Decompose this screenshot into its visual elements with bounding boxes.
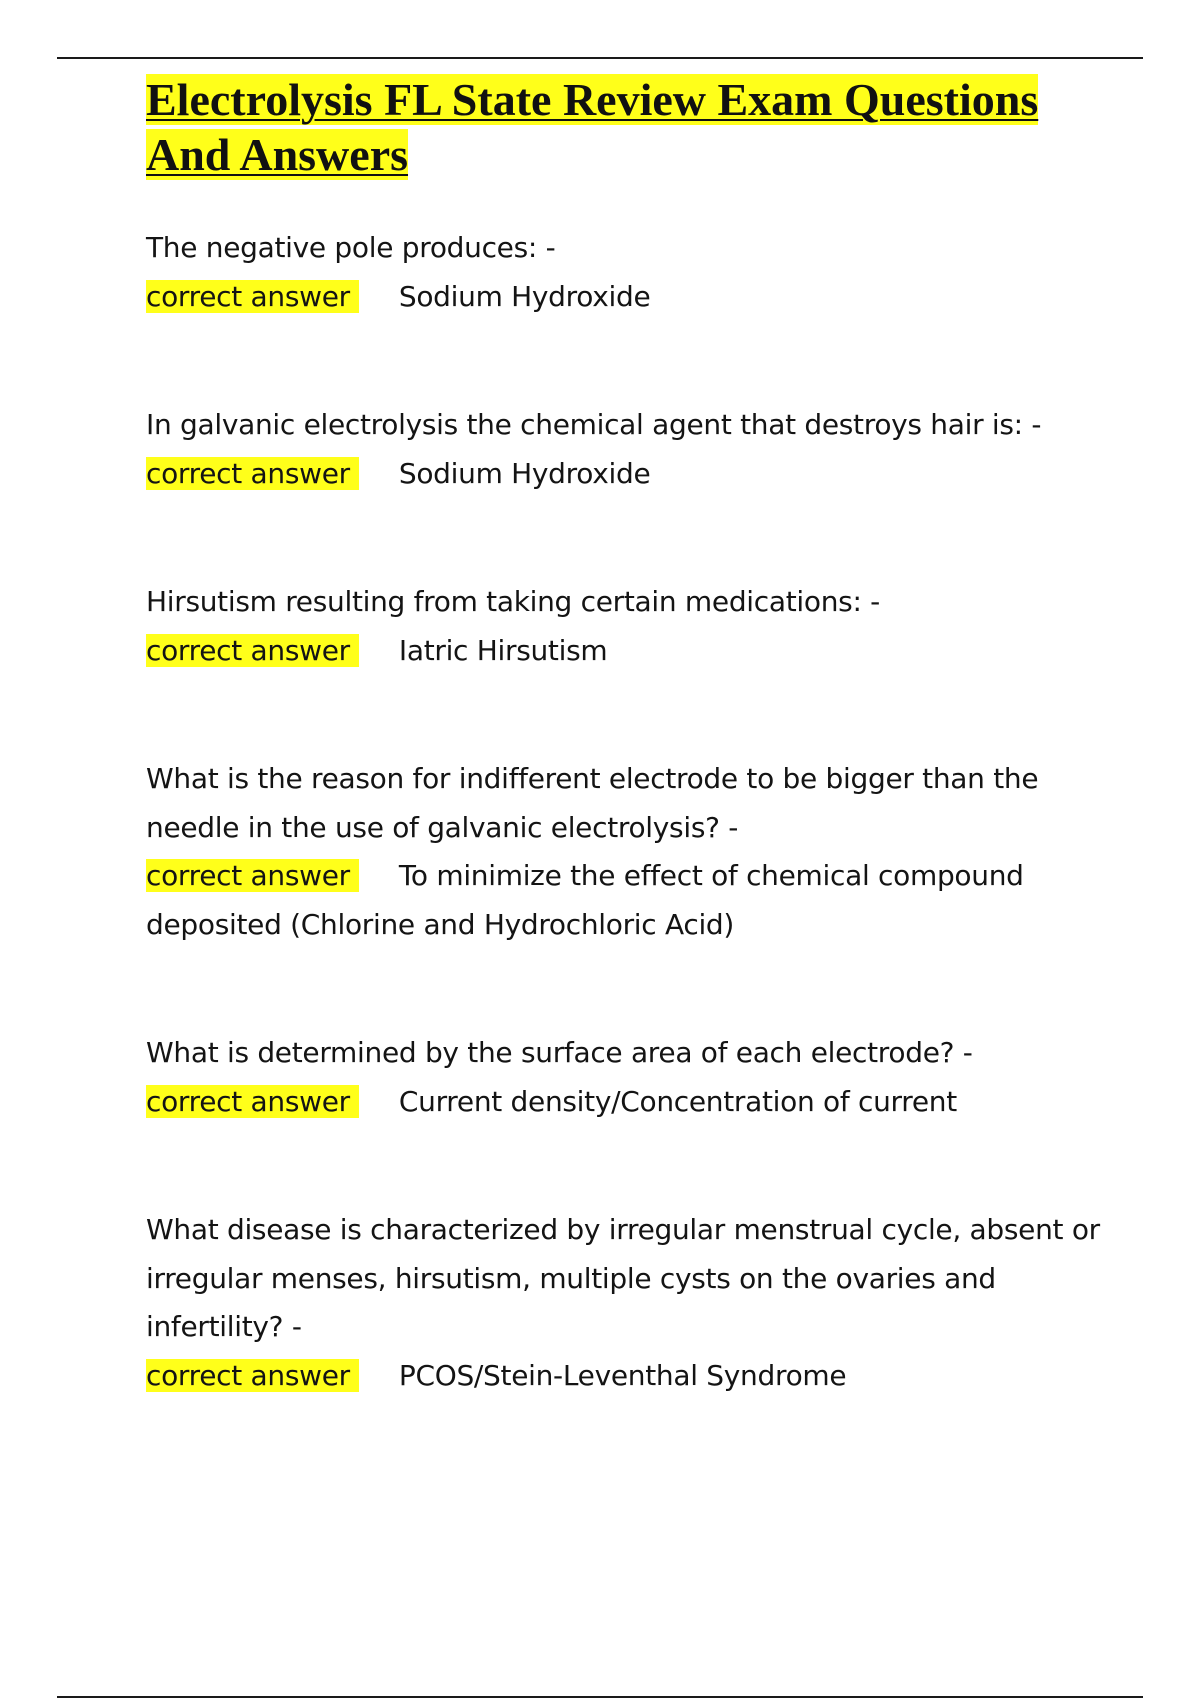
answer-text: Sodium Hydroxide [398,279,651,313]
title-text: Electrolysis FL State Review Exam Questions And Answers [146,74,1039,180]
answer-text: Sodium Hydroxide [398,456,651,490]
answer-line [146,273,1106,322]
bottom-rule [57,1696,1143,1698]
answer-text: Current density/Concentration of current [398,1084,957,1118]
answer-line [146,1078,1106,1127]
question-text: What is determined by the surface area of each electrode? - [146,1036,973,1069]
answer-text: PCOS/Stein-Leventhal Syndrome [398,1358,847,1392]
correct-answer-label: correct answer [146,634,359,667]
question-text: What disease is characterized by irregular menstrual cycle, absent or irregular menses, hirsutism, multiple cysts on the ovaries and infertility? - [146,1213,1100,1343]
correct-answer-label: correct answer [146,280,359,313]
qa-item [146,1206,1106,1400]
qa-item [146,755,1106,949]
qa-item [146,578,1106,675]
correct-answer-label: correct answer [146,457,359,490]
answer-line [146,450,1106,499]
question-text: The negative pole produces: - [146,231,556,264]
answer-line [146,852,1106,949]
answer-text: Iatric Hirsutism [398,633,608,667]
correct-answer-label: correct answer [146,1085,359,1118]
top-rule [57,57,1143,59]
qa-item [146,1029,1106,1126]
question-text: Hirsutism resulting from taking certain medications: - [146,585,880,618]
answer-line [146,1352,1106,1401]
answer-text: To minimize the effect of chemical compound deposited (Chlorine and Hydrochloric Acid) [146,859,1024,941]
qa-item [146,401,1106,498]
answer-line [146,627,1106,676]
question-text: What is the reason for indifferent electrode to be bigger than the needle in the use of galvanic electrolysis? - [146,762,1039,844]
correct-answer-label: correct answer [146,859,359,892]
document-body [146,72,1106,1400]
document-title [146,72,1106,182]
correct-answer-label: correct answer [146,1359,359,1392]
qa-item [146,224,1106,321]
question-text: In galvanic electrolysis the chemical agent that destroys hair is: - [146,408,1042,441]
